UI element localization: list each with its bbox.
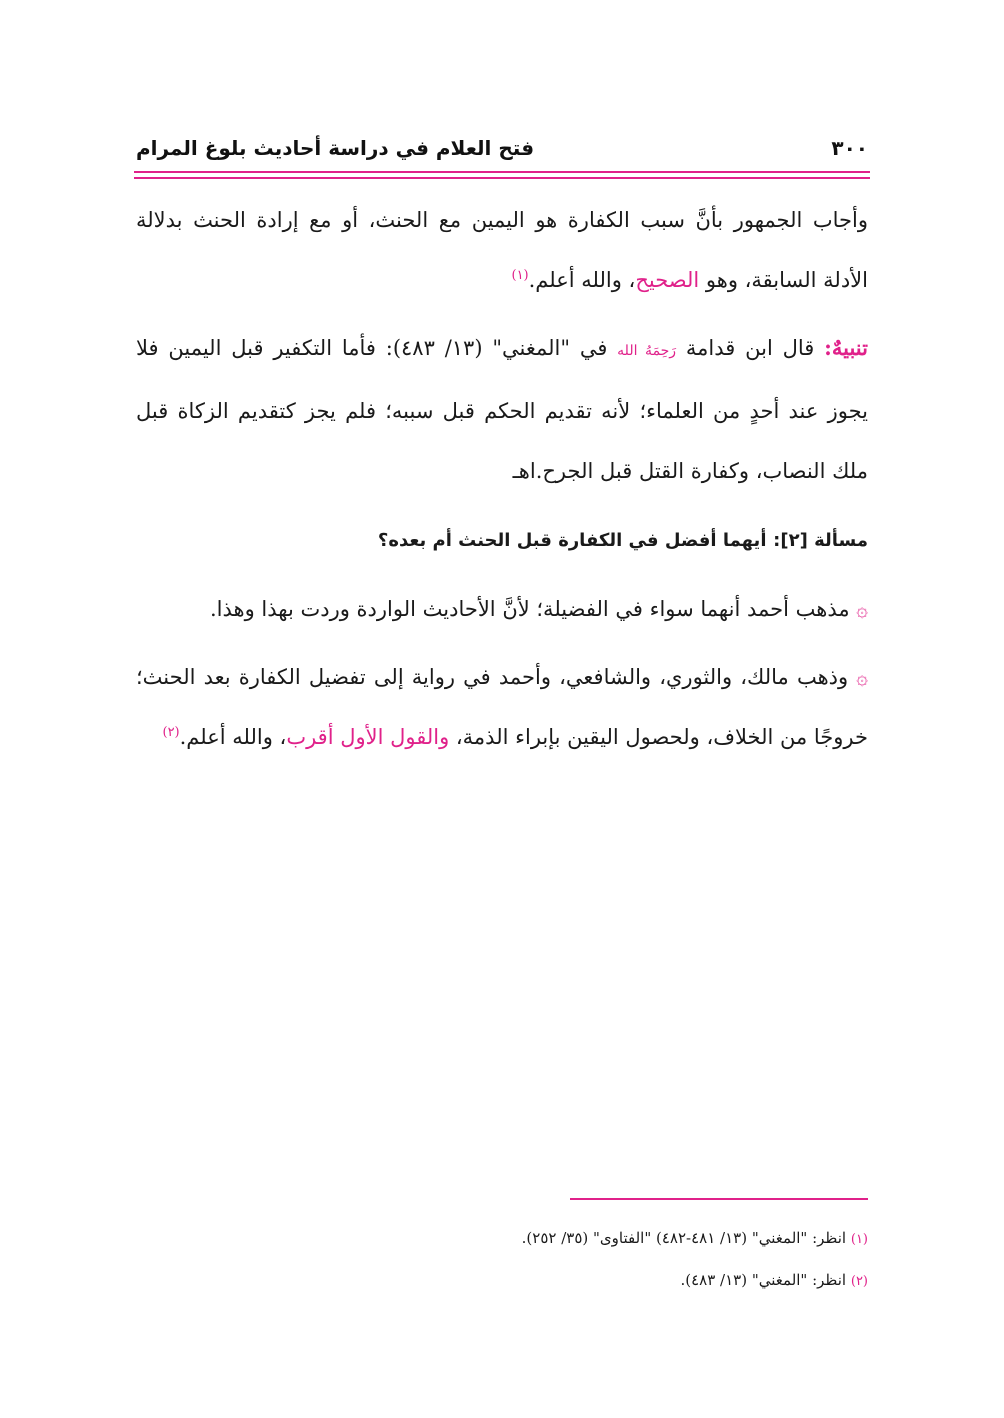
footnote-ref-1[interactable]: (١) <box>511 268 529 283</box>
footnote-1: (١) انظر: "المغني" (١٣/ ٤٨١-٤٨٢) "الفتاوى" (٣٥/ ٢٥٢). <box>521 1229 868 1247</box>
book-title: فتح العلام في دراسة أحاديث بلوغ المرام <box>136 136 535 160</box>
issue-question: أيهما أفضل في الكفارة قبل الحنث أم بعده؟ <box>377 530 767 551</box>
paragraph-malik: ۞ وذهب مالك، والثوري، والشافعي، وأحمد في رواية إلى تفضيل الكفارة بعد الحنث؛ خروجًا من الخلاف، ولحصول اليقين بإبراء الذمة، والقول الأول أقرب، والله أعلم.$^{(٢)}$ <box>136 665 868 749</box>
header-rule-bottom <box>134 177 870 179</box>
highlight-sahih: الصحيح <box>635 268 700 292</box>
page-number: ٣٠٠ <box>831 136 868 160</box>
highlight-preferred: والقول الأول أقرب <box>286 725 450 749</box>
paragraph-jumhur: وأجاب الجمهور بأنَّ سبب الكفارة هو اليمين مع الحنث، أو مع إرادة الحنث بدلالة الأدلة السابقة، وهو الصحيح، والله أعلم.$^{(١)}$ <box>136 208 868 292</box>
flower-bullet-icon: ۞ <box>856 665 868 689</box>
tanbih-label: تنبيهٌ: <box>824 335 868 360</box>
footnote-ref-2[interactable]: (٢) <box>162 725 180 740</box>
footnote-separator <box>570 1198 868 1200</box>
paragraph-ahmad: ۞ مذهب أحمد أنهما سواء في الفضيلة؛ لأنَّ الأحاديث الواردة وردت بهذا وهذا. <box>209 597 868 621</box>
flower-bullet-icon: ۞ <box>856 597 868 621</box>
running-header <box>136 128 868 168</box>
header-rule-top <box>134 171 870 173</box>
honorific-glyph: رَحِمَهُ الله <box>617 343 677 359</box>
main-text <box>136 190 868 767</box>
paragraph-tanbih: تنبيهٌ: قال ابن قدامة رَحِمَهُ الله في "المغني" (١٣/ ٤٨٣): فأما التكفير قبل اليمين فلا يجوز عند أحدٍ من العلماء؛ لأنه تقديم الحكم قبل سببه؛ فلم يجز كتقديم الزكاة قبل ملك النصاب، وكفارة القتل قبل الجرح.اهـ <box>136 335 868 483</box>
issue-label: مسألة [٢]: <box>773 530 868 551</box>
footnotes <box>136 1218 868 1302</box>
issue-heading <box>136 509 868 571</box>
footnote-2: (٢) انظر: "المغني" (١٣/ ٤٨٣). <box>680 1271 868 1289</box>
